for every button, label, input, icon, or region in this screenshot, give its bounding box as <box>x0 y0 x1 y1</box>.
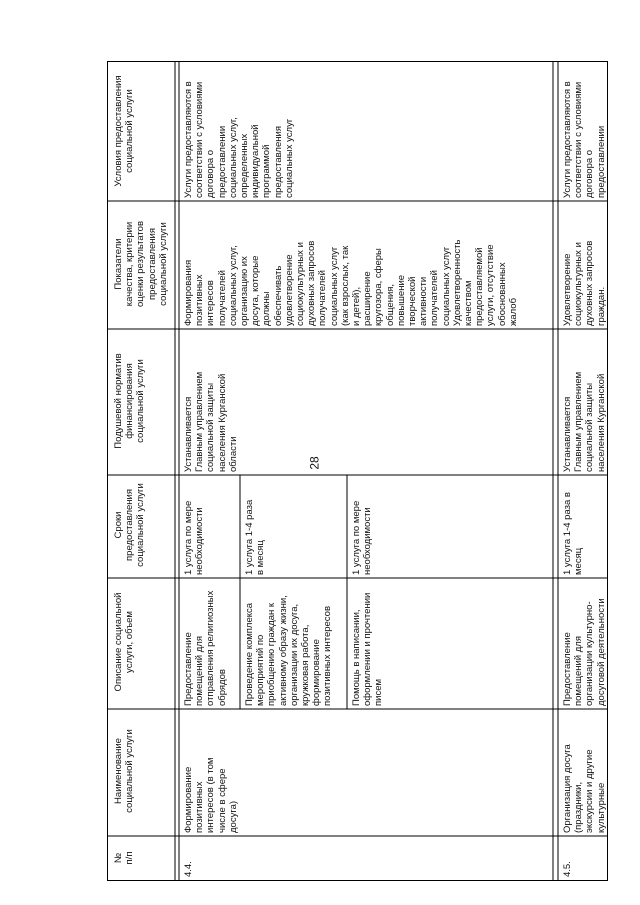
services-table <box>107 61 608 881</box>
row-4-4-name: Формирование позитивных интересов (в том числе в сфере досуга) <box>183 757 239 833</box>
row-4-4-norm: Устанавливается Главным управлением социальной защиты населения Курганской области <box>183 371 239 472</box>
row-4-5-terms: 1 услуга 1-4 раза в месяц <box>562 492 585 575</box>
row-4-5-quality: Удовлетворение социокультурных и духовных запросов граждан. <box>562 240 607 326</box>
row-4-4-desc-3: Помощь в написании, оформлении и прочтении писем <box>351 592 385 706</box>
row-4-4-terms-1: 1 услуга по мере необходимости <box>183 500 206 575</box>
row-4-5-norm: Устанавливается Главным управлением социальной защиты населения Курганской <box>562 371 607 472</box>
header-terms: Сроки предоставления социальной услуги <box>113 483 147 567</box>
row-4-4-desc-1: Предоставление помещений для отправления религиозных обрядов <box>183 590 228 706</box>
row-4-4-conditions: Услуги предоставляются в соответствии с условиями договора о предоставлении социальных услуг, определенных индивидуальной программой предоставления социальных услуг <box>183 81 295 198</box>
row-4-4-terms-3: 1 услуга по мере необходимости <box>351 500 374 575</box>
row-4-5-num: 4.5. <box>562 861 573 877</box>
page-number: 28 <box>307 456 322 470</box>
row-4-4-desc-2: Проведение комплекса мероприятий по приобщению граждан к активному образу жизни, организации их досуга, кружковая работа, формирование позитивных интересов <box>244 595 334 706</box>
header-name: Наименование социальной услуги <box>113 729 136 813</box>
row-4-4-quality: Формирования позитивных интересов получателей социальных услуг, организацию их досуга, которые должны обеспечивать удовлетворение социокультурных и духовных запросов получателей социальных услуг (как взрослых, так и детей), расширение кругозора, сферы общения, повышение творческой активности получателей социальных услуг Удовлетворенность качеством предоставляемой услуги, отсутствие обоснованных жалоб <box>183 239 519 326</box>
row-4-4-terms-2: 1 услуга 1-4 раза в месяц <box>244 499 267 575</box>
row-4-5-name: Организация досуга (праздники, экскурсии и другие культурные <box>562 744 607 833</box>
row-4-4-num: 4.4. <box>183 861 194 877</box>
header-quality: Показатели качества, критерии оценки результатов предоставления социальной услуги <box>113 220 169 308</box>
header-description: Описание социальной услуги, объем <box>113 592 136 692</box>
header-conditions: Условия предоставления социальной услуги <box>113 75 136 187</box>
header-num: № п/п <box>113 851 136 865</box>
row-4-5-desc: Предоставление помещений для организации культурно- досуговой деятельности <box>562 598 607 706</box>
header-norm: Подушевой норматив финансирования социальной услуги <box>113 353 147 449</box>
row-4-5-conditions: Услуги предоставляются в соответствии с условиями договора о предоставлении <box>562 81 607 198</box>
